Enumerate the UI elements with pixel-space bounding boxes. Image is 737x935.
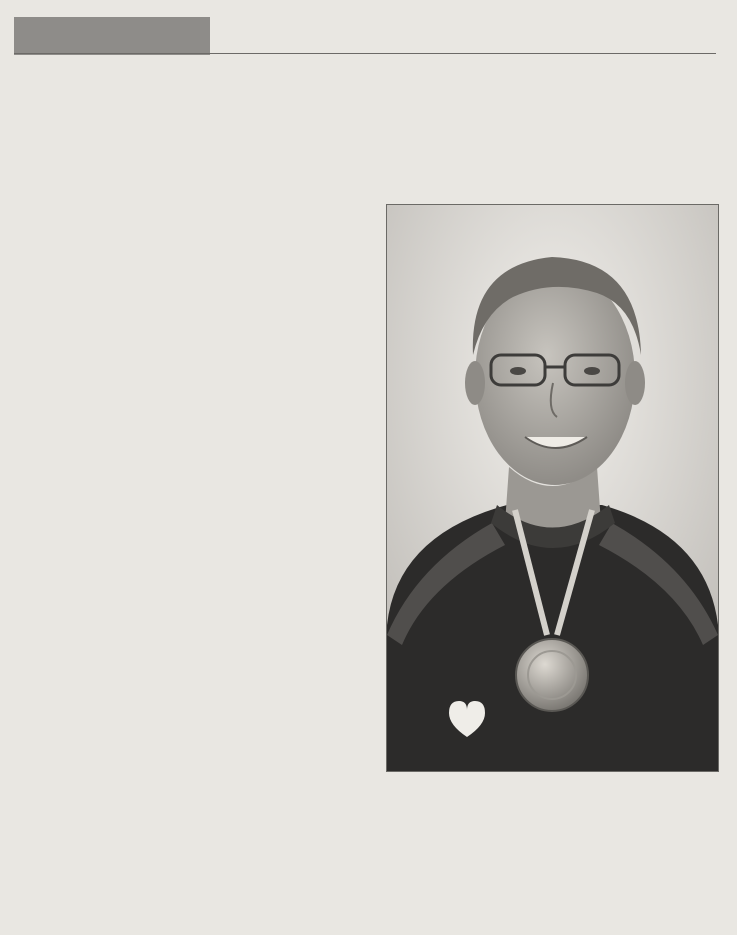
section-tag — [14, 17, 210, 55]
section-rule — [14, 53, 716, 54]
runner-photo-image — [387, 205, 718, 771]
portrait-photo — [386, 204, 719, 772]
